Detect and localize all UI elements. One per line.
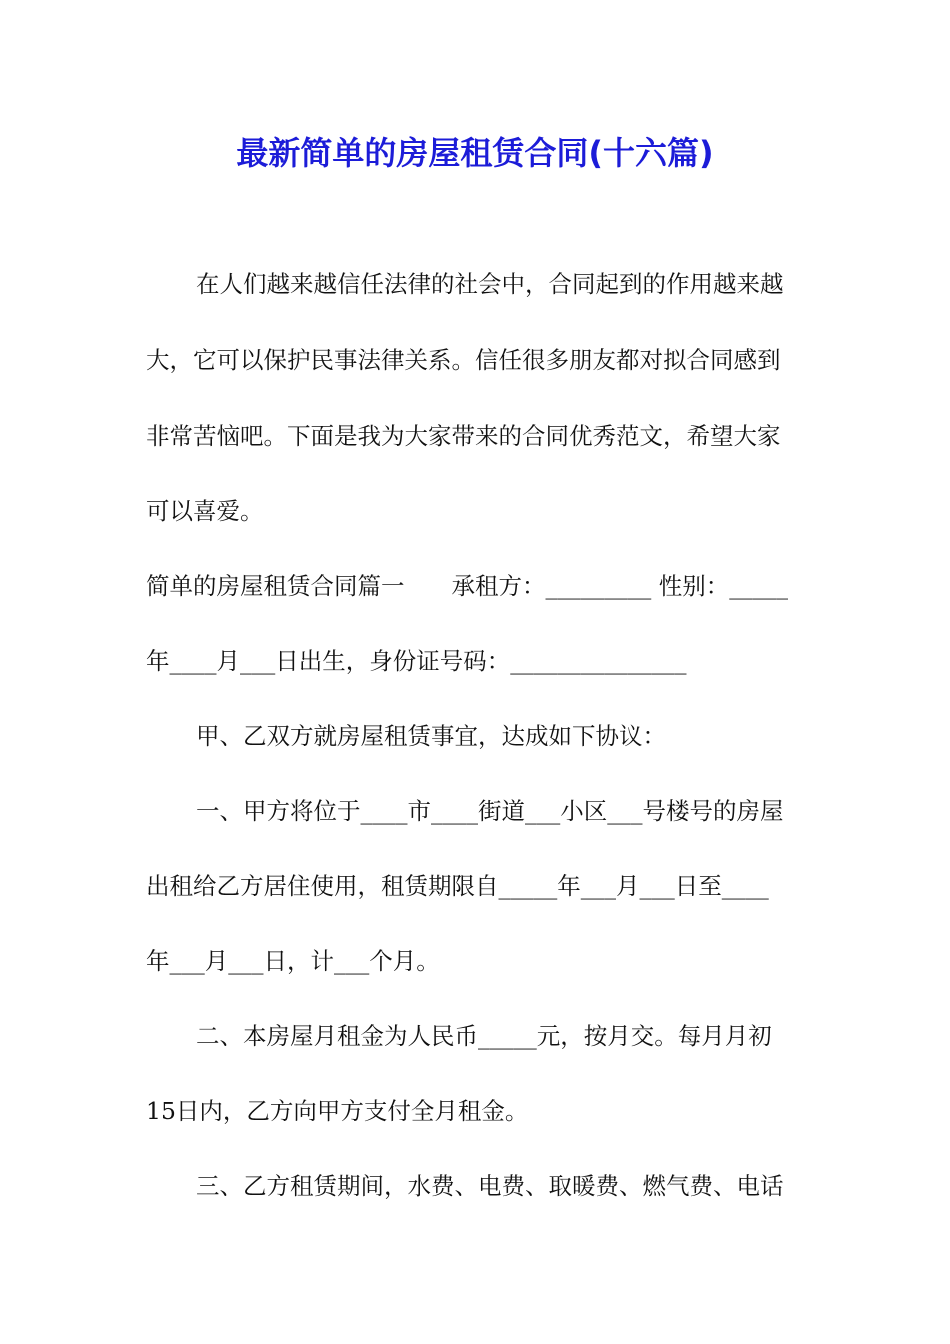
body-line: 可以喜爱。 [146,497,264,525]
body-line: 甲、乙双方就房屋租赁事宜，达成如下协议： [196,722,666,750]
body-line: 在人们越来越信任法律的社会中，合同起到的作用越来越 [196,270,784,298]
body-line: 年____月___日出生，身份证号码：_______________ [146,647,687,675]
clause-1-line: 年___月___日，计___个月。 [146,947,440,975]
document-title: 最新简单的房屋租赁合同(十六篇) [236,134,714,172]
clause-3-line: 三、乙方租赁期间，水费、电费、取暖费、燃气费、电话 [196,1172,784,1200]
clause-1-line: 出租给乙方居住使用，租赁期限自_____年___月___日至____ [146,872,769,900]
section-heading-line: 简单的房屋租赁合同篇一 承租方：_________ 性别：_____ [146,572,788,600]
clause-1-line: 一、甲方将位于____市____街道___小区___号楼号的房屋 [196,797,784,825]
body-line: 大，它可以保护民事法律关系。信任很多朋友都对拟合同感到 [146,346,781,374]
clause-2-line: 二、本房屋月租金为人民币_____元，按月交。每月月初 [196,1022,772,1050]
clause-2-line: 15日内，乙方向甲方支付全月租金。 [146,1097,529,1125]
body-line: 非常苦恼吧。下面是我为大家带来的合同优秀范文，希望大家 [146,422,781,450]
